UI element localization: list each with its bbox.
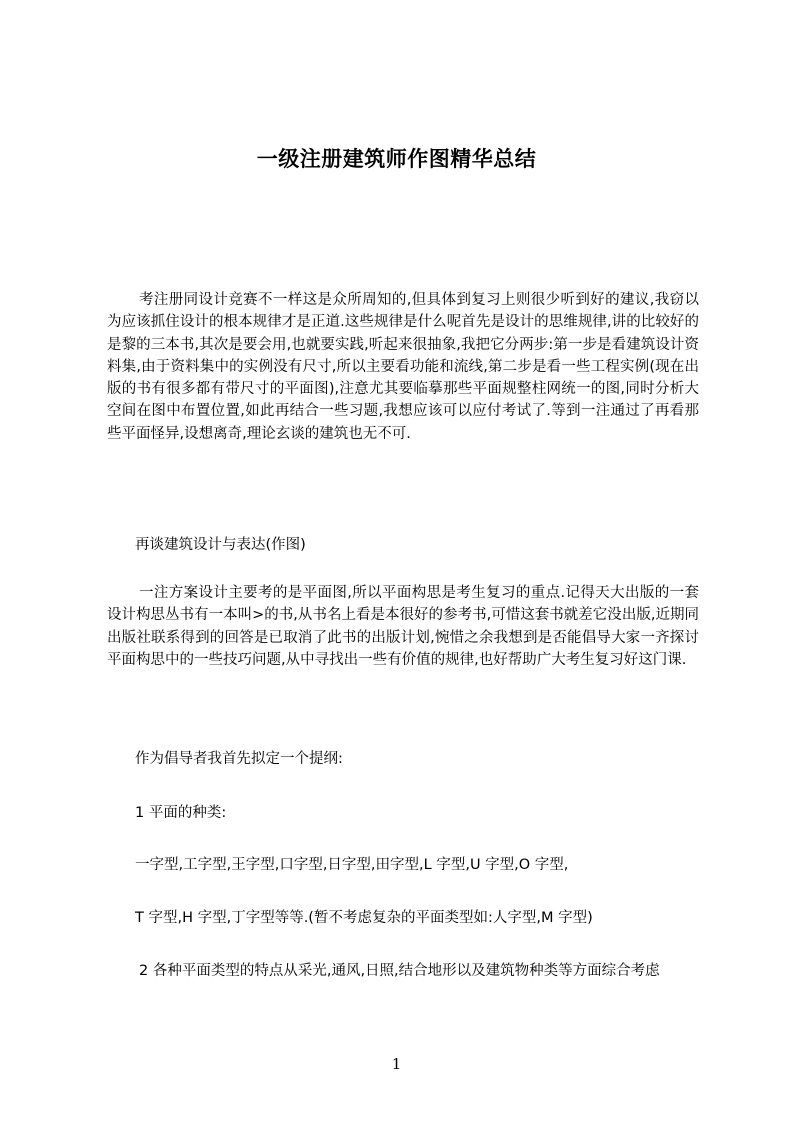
paragraph-intro: 考注册同设计竞赛不一样这是众所周知的,但具体到复习上则很少听到好的建议,我窃以为应该抓住设计的根本规律才是正道.这些规律是什么呢首先是设计的思维规律,讲的比较好的是黎的三本书,其次是要会用,也就要实践,听起来很抽象,我把它分两步:第一步是看建筑设计资料集,由于资料集中的实例没有尺寸,所以主要看功能和流线,第二步是看一些工程实例(现在出版的书有很多都有带尺寸的平面图),注意尤其要临摹那些平面规整柱网统一的图,同时分析大空间在图中布置位置,如此再结合一些习题,我想应该可以应付考试了.等到一注通过了再看那些平面怪异,设想离奇,理论玄谈的建筑也无不可. — [107, 292, 699, 442]
paragraph-plan-design: 一注方案设计主要考的是平面图,所以平面构思是考生复习的重点.记得天大出版的一套设计构思丛书有一本叫>的书,从书名上看是本很好的参考书,可惜这套书就差它没出版,近期同出版社联系得到的回答是已取消了此书的出版计划,惋惜之余我想到是否能倡导大家一齐探讨平面构思中的一些技巧问题,从中寻找出一些有价值的规律,也好帮助广大考生复习好这门课. — [107, 585, 699, 668]
section-heading: 再谈建筑设计与表达(作图) — [135, 537, 306, 553]
outline-item-2: 2 各种平面类型的特点从采光,通风,日照,结合地形以及建筑物种类等方面综合考虑 — [139, 963, 660, 979]
document-title: 一级注册建筑师作图精华总结 — [256, 147, 537, 171]
page-number: 1 — [391, 1055, 402, 1073]
outline-item-1: 1 平面的种类: — [135, 805, 227, 821]
plan-types-line-1: 一字型,工字型,王字型,口字型,日字型,田字型,L 字型,U 字型,O 字型, — [135, 857, 569, 873]
plan-types-line-2: T 字型,H 字型,丁字型等等.(暂不考虑复杂的平面类型如:人字型,M 字型) — [135, 910, 593, 926]
outline-intro: 作为倡导者我首先拟定一个提纲: — [135, 751, 343, 767]
